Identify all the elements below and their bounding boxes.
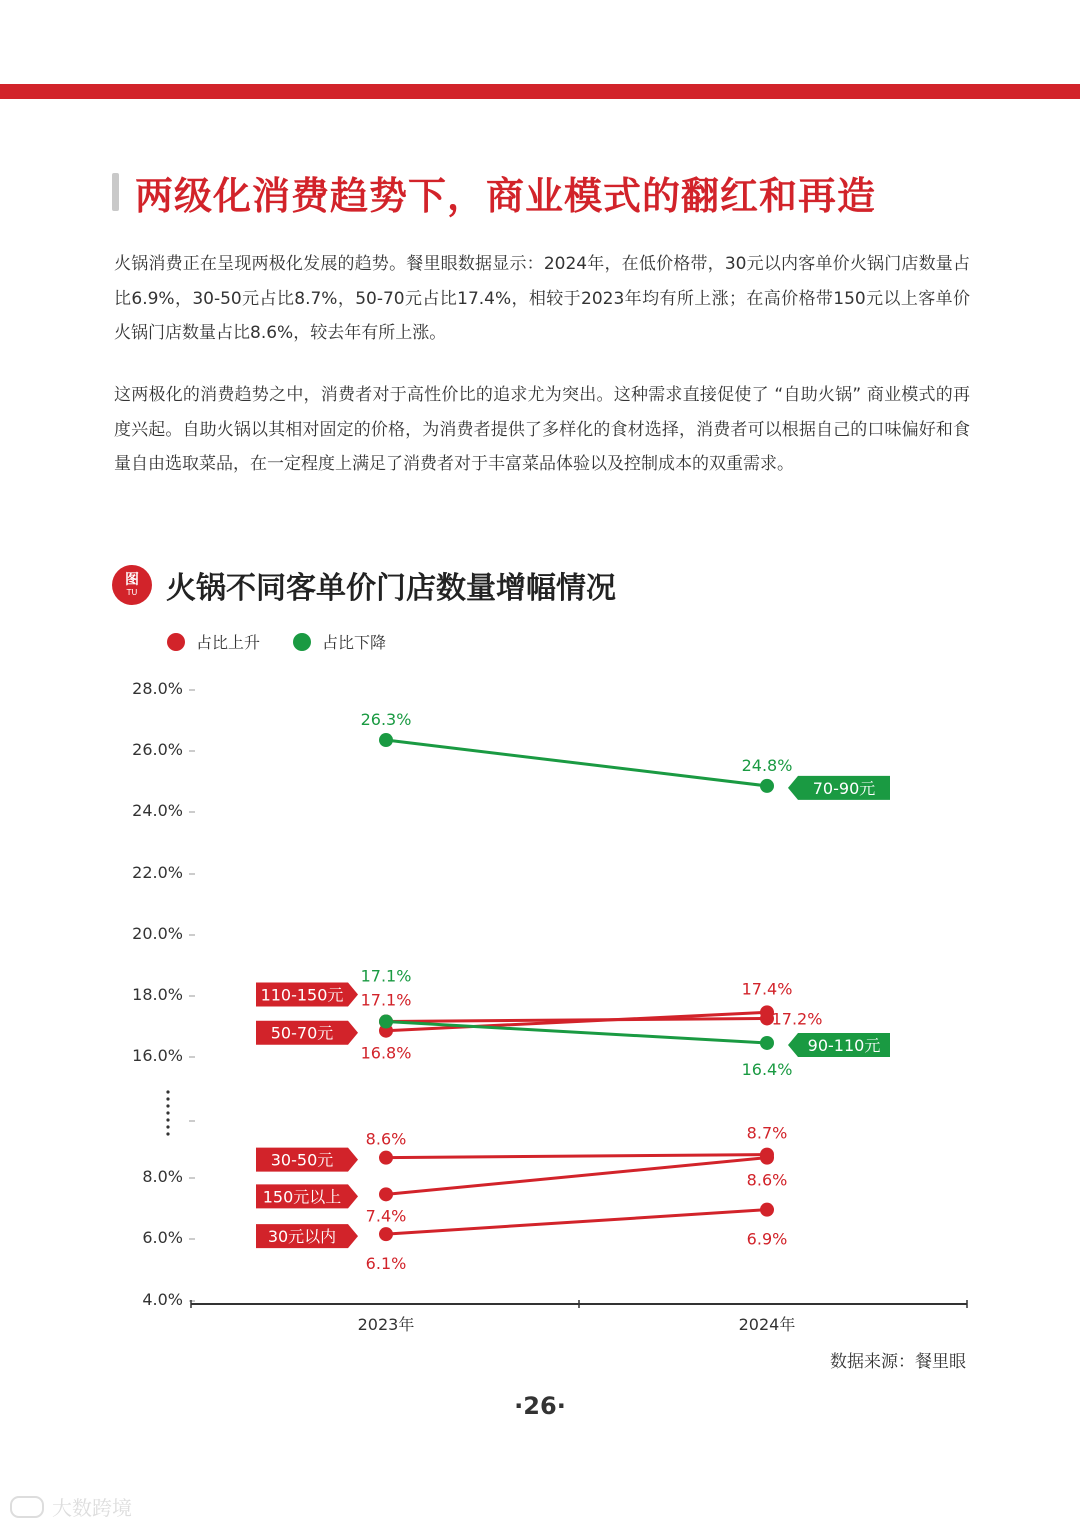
y-tick-label: 18.0% [132,985,183,1004]
axis-break-dot [166,1097,169,1100]
data-source: 数据来源：餐里眼 [830,1352,966,1372]
axis-break-dot [166,1104,169,1107]
data-label: 6.1% [365,1254,407,1274]
data-point [379,1227,393,1241]
series-tag-label: 70-90元 [812,778,876,798]
data-point [379,733,393,747]
axis-break-dot [166,1090,169,1093]
figure-badge-char: 图 [125,572,139,588]
y-tick-label: 16.0% [132,1046,183,1065]
data-point [760,779,774,793]
figure-title: 火锅不同客单价门店数量增幅情况 [166,571,616,606]
title-marker [112,173,119,211]
axis-break-dot [166,1125,169,1128]
title-block [112,168,876,216]
series-line [386,1155,767,1158]
data-point [760,1203,774,1217]
watermark [10,1492,132,1521]
data-point [379,1151,393,1165]
x-tick-label: 2023年 [357,1315,415,1334]
y-tick-label: 28.0% [132,679,183,698]
y-tick-label: 22.0% [132,863,183,882]
legend-marker-1 [293,633,311,651]
data-label: 16.4% [741,1059,793,1079]
series-tag-label: 30元以内 [267,1227,337,1247]
data-point [760,1036,774,1050]
y-tick-label: 26.0% [132,740,183,759]
figure-header [112,563,616,607]
legend-label-1: 占比下降 [322,633,387,652]
data-point [379,1015,393,1029]
top-accent-bar [0,84,1080,99]
watermark-text: 大数跨境 [52,1496,132,1520]
series-tag-label: 150元以上 [262,1187,342,1207]
data-point [379,1187,393,1201]
data-label: 17.1% [360,966,412,986]
series-line [386,740,767,786]
page-title: 两级化消费趋势下，商业模式的翻红和再造 [135,173,877,218]
data-label: 26.3% [360,710,412,730]
data-point [760,1151,774,1165]
x-tick-label: 2024年 [738,1315,796,1334]
series-tag-label: 110-150元 [260,985,344,1005]
series-tag-label: 90-110元 [807,1035,881,1055]
legend-label-0: 占比上升 [196,633,261,652]
figure-badge-sub: TU [126,588,138,597]
data-label: 17.4% [741,979,793,999]
y-tick-label: 20.0% [132,924,183,943]
series-line [386,1158,767,1195]
axis-break-dot [166,1118,169,1121]
page-number: ·26· [514,1392,566,1420]
series-line [386,1022,767,1043]
data-label: 7.4% [365,1206,407,1226]
y-tick-label: 8.0% [142,1167,183,1186]
legend-marker-0 [167,633,185,651]
series-tag-label: 30-50元 [270,1150,334,1170]
data-label: 16.8% [360,1043,412,1063]
data-label: 17.1% [360,990,412,1010]
axis-break-dot [166,1132,169,1135]
data-label: 24.8% [741,755,793,775]
watermark-logo-icon [10,1496,44,1518]
paragraph-2: 这两极化的消费趋势之中，消费者对于高性价比的追求尤为突出。这种需求直接促使了 “自助火锅” 商业模式的再度兴起。自助火锅以其相对固定的价格，为消费者提供了多样化的食材选择，消费者可以根据自己的口味偏好和食量自由选取菜品，在一定程度上满足了消费者对于丰富菜品体验以及控制成本的双重需求。 [114,385,970,474]
data-label: 8.7% [746,1123,788,1143]
y-tick-label: 24.0% [132,801,183,820]
series-line [386,1210,767,1234]
figure-badge-icon [112,565,152,605]
paragraph-1: 火锅消费正在呈现两极化发展的趋势。餐里眼数据显示：2024年，在低价格带，30元以内客单价火锅门店数量占比6.9%，30-50元占比8.7%，50-70元占比17.4%，相较于2023年均有所上涨；在高价格带150元以上客单价火锅门店数量占比8.6%，较去年有所上涨。 [114,254,970,343]
series-tag-label: 50-70元 [270,1023,334,1043]
data-label: 8.6% [746,1170,788,1190]
axis-break-dot [166,1111,169,1114]
line-chart [0,620,1080,1350]
y-tick-label: 4.0% [142,1290,183,1309]
data-label: 8.6% [365,1129,407,1149]
data-label: 17.2% [771,1009,823,1029]
data-label: 6.9% [746,1229,788,1249]
y-tick-label: 6.0% [142,1228,183,1247]
